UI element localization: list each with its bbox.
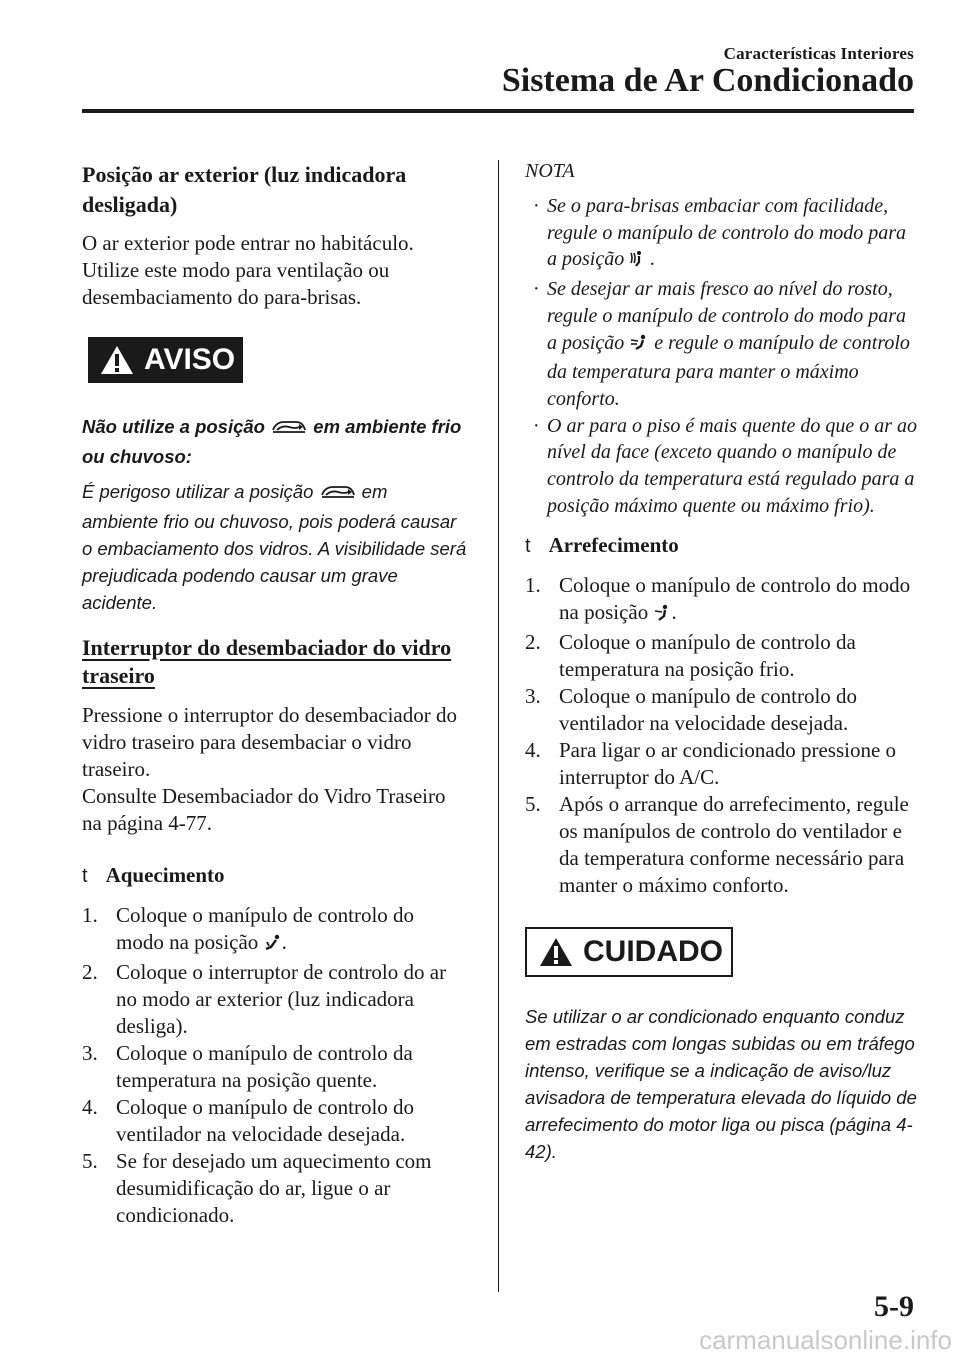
step-number: 4. — [82, 1095, 98, 1119]
heating-heading: Aquecimento — [105, 863, 225, 887]
note-list — [525, 193, 920, 519]
list-item — [525, 572, 920, 629]
warning-label: AVISO — [144, 343, 236, 376]
list-item — [525, 193, 920, 276]
right-column — [525, 160, 920, 1165]
warning-body-part-b: em ambiente frio ou chuvoso, pois poderá causar o embaciamento dos vidros. A visibilidade será prejudicada podendo causar um grave acidente. — [82, 481, 467, 613]
floor-mode-icon — [264, 932, 282, 959]
step-text-part-a: Coloque o manípulo de controlo do modo na posição — [116, 903, 415, 954]
note-title: NOTA — [525, 160, 575, 182]
caution-text: Se utilizar o ar condicionado enquanto conduz em estradas com longas subidas ou em tráfego intenso, verifique se a indicação de aviso/luz avisadora de temperatura elevada do líquido de arrefecimento do motor liga ou pisca (página 4-42). — [525, 1006, 917, 1163]
warning-body — [82, 478, 467, 616]
list-item — [525, 737, 920, 791]
left-column — [82, 160, 467, 1229]
face-floor-mode-icon — [629, 333, 649, 360]
caution-badge — [525, 927, 733, 977]
heating-section-heading — [82, 863, 467, 888]
list-item — [82, 902, 467, 959]
face-mode-icon — [653, 602, 671, 629]
list-item — [525, 276, 920, 413]
warning-badge — [88, 337, 243, 383]
warning-body-part-a: É perigoso utilizar a posição — [82, 481, 314, 502]
step-number: 3. — [525, 684, 541, 709]
step-text: Coloque o manípulo de controlo do ventilador na velocidade desejada. — [559, 684, 858, 736]
step-number: 1. — [82, 903, 98, 927]
cooling-section-heading — [525, 533, 920, 558]
caution-triangle-icon — [539, 937, 573, 967]
rear-defroster-heading: Interruptor do desembaciador do vidro traseiro — [82, 635, 452, 688]
cooling-steps — [525, 572, 920, 899]
step-text: Coloque o interruptor de controlo do ar no modo ar exterior (luz indicadora desliga). — [116, 960, 447, 1038]
list-item — [82, 1094, 467, 1148]
list-item — [525, 413, 920, 520]
section-subtitle: Características Interiores — [723, 44, 914, 63]
air-recirculation-icon — [270, 416, 308, 443]
note-text-part-b: e regule o manípulo de controlo da temperatura para manter o máximo conforto. — [547, 331, 910, 410]
step-number: 1. — [525, 573, 541, 598]
page-number: 5-9 — [874, 1290, 914, 1323]
section-marker: t — [82, 865, 88, 887]
page-title: Sistema de Ar Condicionado — [501, 62, 914, 99]
bullet: · — [533, 278, 539, 301]
list-item — [82, 959, 467, 1040]
step-text-part-a: Coloque o manípulo de controlo do modo na posição — [559, 573, 911, 625]
bullet: · — [533, 195, 539, 217]
outside-air-heading: Posição ar exterior (luz indicadora desligada) — [82, 162, 407, 217]
step-text: Coloque o manípulo de controlo do ventilador na velocidade desejada. — [116, 1095, 415, 1146]
section-marker: t — [525, 535, 531, 558]
rear-defroster-reference: Consulte Desembaciador do Vidro Traseiro na página 4-77. — [82, 784, 446, 835]
step-number: 2. — [82, 960, 98, 984]
column-divider — [498, 160, 499, 1292]
step-text: Coloque o manípulo de controlo da temperatura na posição frio. — [559, 630, 856, 682]
list-item — [525, 791, 920, 899]
step-number: 3. — [82, 1041, 98, 1065]
rear-defroster-text: Pressione o interruptor do desembaciador do vidro traseiro para desembaciar o vidro traseiro. — [82, 703, 457, 781]
list-item — [82, 1040, 467, 1094]
header-rule — [82, 109, 914, 113]
step-text-part-b: . — [671, 600, 677, 625]
list-item — [82, 1148, 467, 1229]
warning-lead-part-a: Não utilize a posição — [82, 416, 265, 437]
step-text — [559, 572, 920, 629]
defrost-mode-icon — [629, 249, 645, 276]
step-text-part-b: . — [281, 930, 287, 954]
warning-triangle-icon — [100, 345, 134, 375]
outside-air-text: O ar exterior pode entrar no habitáculo. Utilize este modo para ventilação ou desembaciamento do para-brisas. — [82, 231, 414, 309]
step-text: Coloque o manípulo de controlo da temperatura na posição quente. — [116, 1041, 413, 1092]
cooling-heading: Arrefecimento — [548, 533, 679, 558]
warning-lead-part-b: em ambiente frio ou chuvoso: — [82, 416, 462, 467]
bullet: · — [533, 414, 539, 437]
note-text-part-b: . — [650, 248, 656, 271]
step-number: 4. — [525, 738, 541, 763]
step-number: 5. — [82, 1149, 98, 1173]
step-text — [116, 902, 467, 959]
step-number: 2. — [525, 630, 541, 655]
note-text-part-a: Se o para-brisas embaciar com facilidade, regule o manípulo de controlo do modo para a posição — [547, 195, 907, 271]
caution-label: CUIDADO — [583, 935, 723, 969]
note-text — [547, 276, 920, 413]
note-text-part-a: Se desejar ar mais fresco ao nível do rosto, regule o manípulo de controlo do modo para a posição — [547, 278, 907, 354]
heating-steps — [82, 902, 467, 1229]
air-recirculation-icon — [319, 481, 357, 508]
note-text: O ar para o piso é mais quente do que o ar ao nível da face (exceto quando o manípulo de controlo da temperatura está regulado para a posição máximo quente ou máximo frio). — [547, 414, 917, 517]
list-item — [525, 629, 920, 683]
warning-lead — [82, 413, 467, 470]
watermark: carmanualsonline.info — [699, 1325, 952, 1355]
step-text: Se for desejado um aquecimento com desumidificação do ar, ligue o ar condicionado. — [116, 1149, 432, 1227]
step-text: Para ligar o ar condicionado pressione o interruptor do A/C. — [559, 738, 897, 790]
list-item — [525, 683, 920, 737]
note-text — [547, 193, 920, 276]
step-number: 5. — [525, 792, 541, 817]
step-text: Após o arranque do arrefecimento, regule os manípulos de controlo do ventilador e da temperatura conforme necessário para manter o máximo conforto. — [559, 792, 909, 898]
